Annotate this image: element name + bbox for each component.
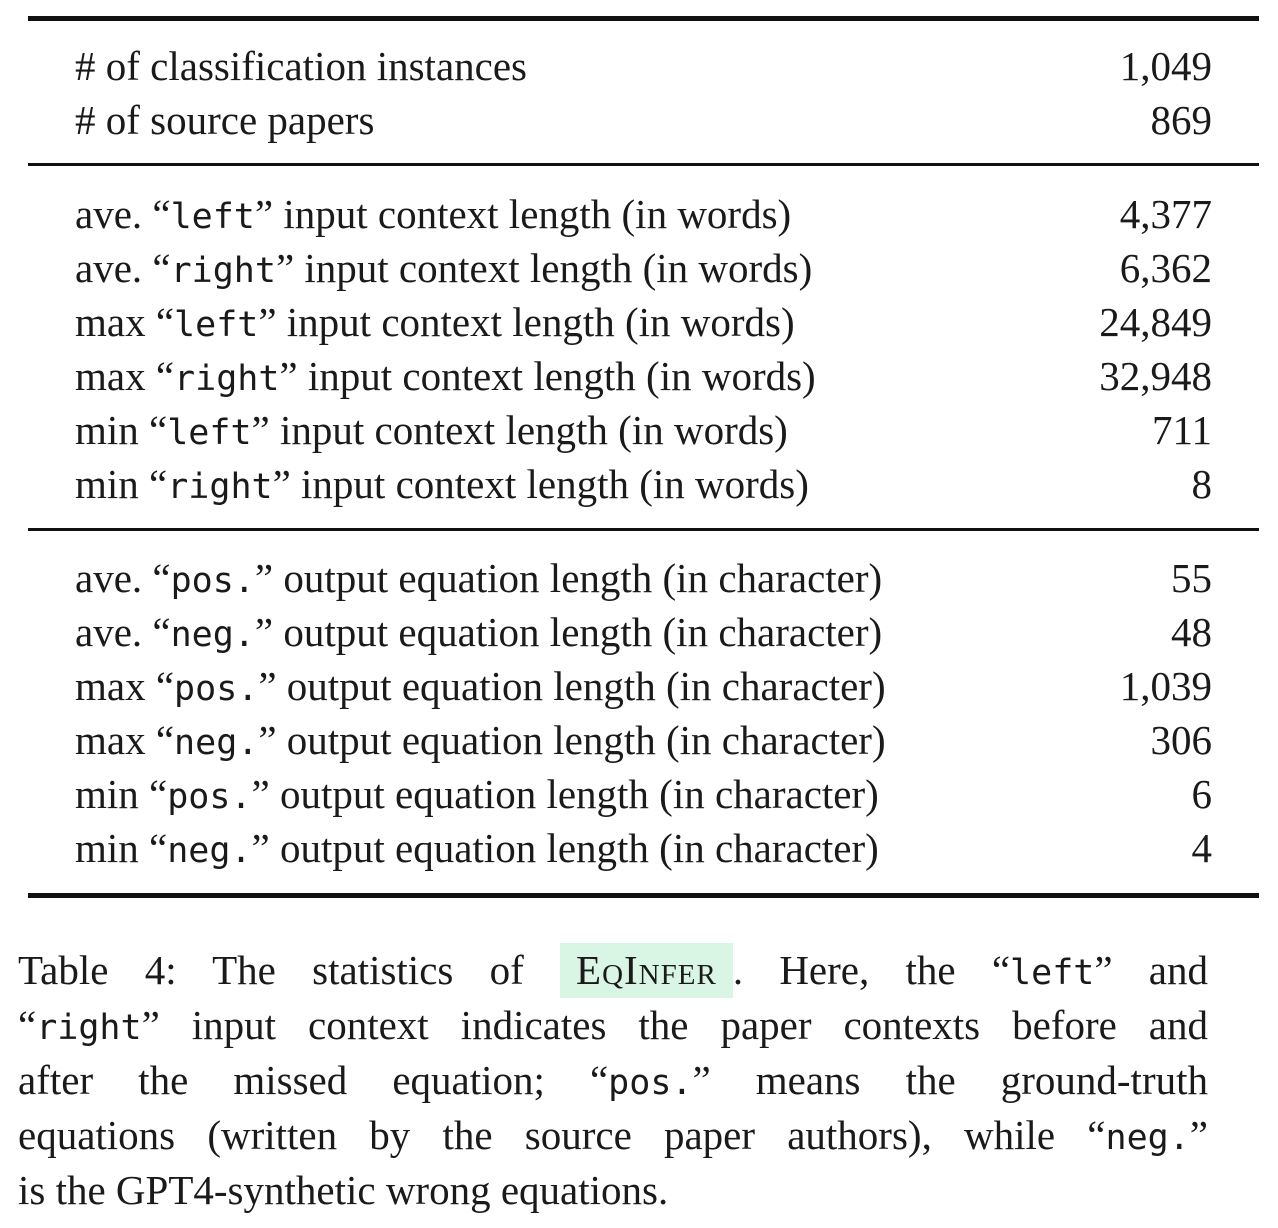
- row-label: max “left” input context length (in words): [75, 299, 795, 345]
- table-top-rule: [28, 16, 1259, 21]
- row-value: 4: [1191, 825, 1212, 871]
- row-value: 1,049: [1119, 43, 1212, 89]
- row-label: ave. “neg.” output equation length (in character): [75, 609, 883, 655]
- table-bottom-rule: [28, 893, 1259, 898]
- row-label: # of classification instances: [75, 43, 528, 89]
- row-value: 306: [1150, 717, 1212, 763]
- row-value: 6,362: [1119, 245, 1212, 291]
- row-label: max “right” input context length (in words): [75, 353, 816, 399]
- row-label: max “neg.” output equation length (in character): [75, 717, 886, 763]
- row-label: ave. “right” input context length (in words): [75, 245, 813, 291]
- caption-line: “right” input context indicates the paper contexts before and: [18, 1002, 1208, 1048]
- table-row: [75, 39, 1212, 93]
- table-mid-rule: [28, 528, 1259, 531]
- row-value: 24,849: [1099, 299, 1212, 345]
- row-value: 32,948: [1099, 353, 1212, 399]
- row-value: 4,377: [1119, 191, 1212, 237]
- row-label: min “neg.” output equation length (in character): [75, 825, 879, 871]
- table-row: [75, 767, 1212, 821]
- row-label: min “right” input context length (in words): [75, 461, 809, 507]
- row-label: ave. “left” input context length (in words): [75, 191, 792, 237]
- table-row: [75, 295, 1212, 349]
- row-value: 869: [1150, 97, 1212, 143]
- table-row: [75, 457, 1212, 511]
- table-caption: [18, 943, 1208, 1218]
- row-value: 1,039: [1119, 663, 1212, 709]
- row-label: # of source papers: [75, 97, 375, 143]
- table-row: [75, 659, 1212, 713]
- caption-line: after the missed equation; “pos.” means the ground-truth: [18, 1057, 1208, 1103]
- caption-line: is the GPT4-synthetic wrong equations.: [18, 1167, 669, 1213]
- row-label: min “left” input context length (in words): [75, 407, 788, 453]
- table-row: [75, 349, 1212, 403]
- table-row: [75, 713, 1212, 767]
- row-label: ave. “pos.” output equation length (in character): [75, 555, 883, 601]
- table-row: [75, 403, 1212, 457]
- table-row: [75, 241, 1212, 295]
- table-mid-rule: [28, 163, 1259, 166]
- row-value: 55: [1171, 555, 1212, 601]
- table-row: [75, 187, 1212, 241]
- row-value: 711: [1152, 407, 1212, 453]
- row-value: 48: [1171, 609, 1212, 655]
- dataset-name-highlight: EqInfer: [560, 943, 733, 998]
- table-row: [75, 93, 1212, 147]
- row-label: max “pos.” output equation length (in character): [75, 663, 886, 709]
- table-row: [75, 821, 1212, 875]
- row-label: min “pos.” output equation length (in character): [75, 771, 879, 817]
- caption-line: equations (written by the source paper authors), while “neg.”: [18, 1112, 1208, 1158]
- caption-line: Table 4: The statistics of EqInfer . Here, the “left” and: [18, 943, 1208, 998]
- table-row: [75, 551, 1212, 605]
- row-value: 8: [1191, 461, 1212, 507]
- row-value: 6: [1191, 771, 1212, 817]
- table-row: [75, 605, 1212, 659]
